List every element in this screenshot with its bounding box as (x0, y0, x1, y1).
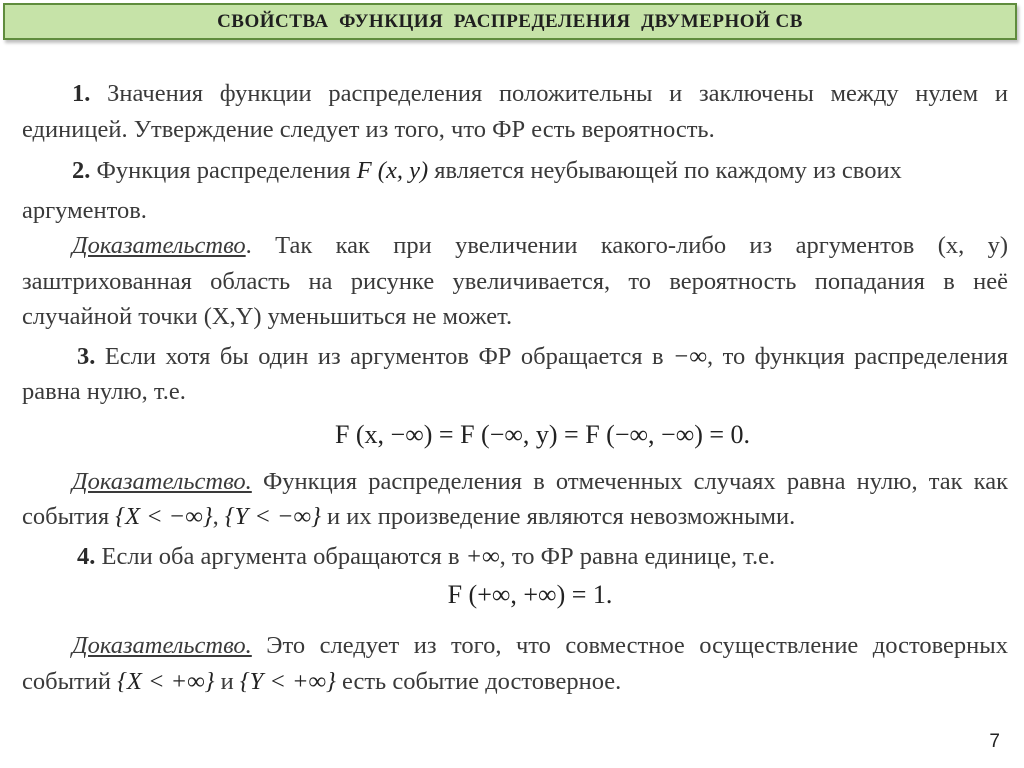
property-2-continuation: аргументов. (22, 196, 147, 224)
property-3-number: 3. (77, 342, 96, 370)
proof-2 (22, 464, 1008, 535)
page-number: 7 (989, 731, 1000, 752)
property-2-text-before: Функция распределения (96, 157, 351, 184)
property-2-formula: F (x, y) (356, 157, 429, 184)
proof-2-label: Доказательство. (72, 467, 252, 495)
proof-3-set-2: {Y < +∞} (239, 667, 336, 695)
proof-2-set-1: {X < −∞} (115, 503, 213, 530)
proof-1-text: . Так как при увеличении какого-либо из аргументов (x, y) заштрихованная область на рисунке увеличивается, то вероятность попадания в неё случайной точки (X,Y) уменьшиться не может. (22, 232, 1008, 330)
property-4-number: 4. (77, 542, 96, 570)
property-4-math: +∞ (465, 542, 500, 570)
proof-2-separator: , (212, 503, 219, 530)
property-3-formula: F (x, −∞) = F (−∞, y) = F (−∞, −∞) = 0. (334, 419, 751, 449)
property-4-text-before: Если оба аргумента обращаются в (101, 542, 460, 570)
proof-1-label: Доказательство (72, 232, 246, 259)
proof-3-label: Доказательство. (72, 632, 252, 659)
property-1-number: 1. (72, 80, 91, 107)
property-1-text: Значения функции распределения положительны и заключены между нулем и единицей. Утверждение следует из того, что ФР есть вероятность. (22, 80, 1009, 143)
proof-3 (22, 628, 1008, 699)
property-2 (22, 153, 1008, 189)
property-3-math: −∞ (673, 342, 707, 370)
property-3-text-after: , то функция распределения равна нулю, т.е. (22, 342, 1009, 405)
proof-2-set-2: {Y < −∞} (224, 503, 321, 530)
proof-3-conjunction: и (220, 667, 234, 695)
property-4-text-after: , то ФР равна единице, т.е. (499, 542, 776, 570)
slide-title-bar (3, 3, 1017, 40)
slide-title: СВОЙСТВА ФУНКЦИЯ РАСПРЕДЕЛЕНИЯ ДВУМЕРНОЙ СВ (217, 10, 803, 32)
proof-2-text-1: Функция распределения в отмеченных случаях равна нулю, так как события (22, 467, 1008, 530)
slide-body (22, 76, 1008, 699)
proof-2-text-2: и их произведение являются невозможными. (327, 503, 796, 530)
property-4-formula: F (+∞, +∞) = 1. (447, 580, 613, 609)
proof-3-set-1: {X < +∞} (117, 667, 215, 695)
proof-3-text-2: есть событие достоверное. (341, 667, 622, 695)
proof-3-text-1: Это следует из того, что совместное осуществление достоверных событий (22, 632, 1008, 695)
property-3 (22, 339, 1008, 410)
property-3-text-before: Если хотя бы один из аргументов ФР обращается в (104, 342, 664, 370)
property-2-number: 2. (72, 157, 91, 184)
property-1 (22, 76, 1008, 147)
proof-1 (22, 228, 1008, 335)
property-4 (22, 539, 1008, 575)
property-2-text-after: является неубывающей по каждому из своих (434, 157, 902, 184)
